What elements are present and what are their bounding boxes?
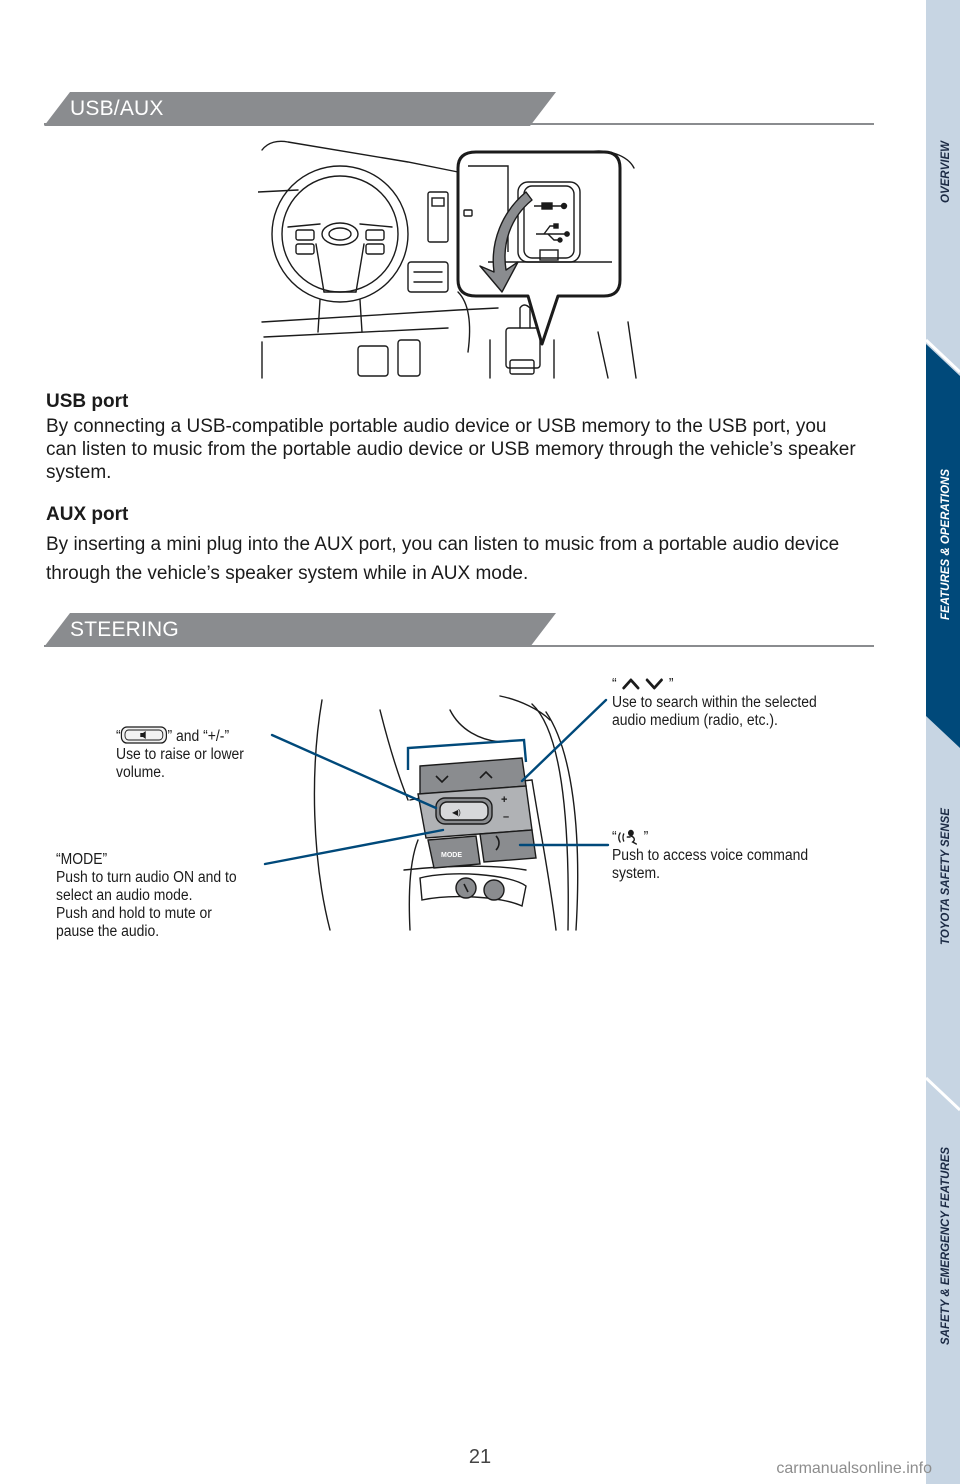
quote-open: “ bbox=[116, 728, 121, 745]
aux-port-heading: AUX port bbox=[46, 504, 129, 525]
usb-port-description: By connecting a USB-compatible portable audio device or USB memory to the USB port, you can listen to music from the portable audio device or USB memory through the vehicle’s speaker system. bbox=[46, 416, 856, 483]
quote-close: ” bbox=[643, 829, 649, 846]
callout-line: audio medium (radio, etc.). bbox=[612, 712, 778, 729]
callout-mode bbox=[56, 851, 237, 941]
sidebar-tab-safety-emergency[interactable]: SAFETY & EMERGENCY FEATURES bbox=[940, 1146, 952, 1345]
aux-port-description: By inserting a mini plug into the AUX port, you can listen to music from a portable audio device through the vehicle’s speaker system while in AUX mode. bbox=[46, 534, 840, 584]
plus-label: + bbox=[501, 794, 508, 806]
callout-line: Use to raise or lower bbox=[116, 746, 244, 763]
watermark: carmanualsonline.info bbox=[776, 1460, 932, 1477]
usb-port-heading: USB port bbox=[46, 391, 129, 412]
callout-title: “MODE” bbox=[56, 851, 108, 868]
quote-open: “ bbox=[612, 829, 617, 846]
section-title: STEERING WHEEL SWITCHES bbox=[70, 618, 183, 709]
mode-label: MODE bbox=[441, 852, 462, 859]
quote-close: ” bbox=[668, 676, 674, 693]
sidebar-tab-features-operations[interactable]: FEATURES & OPERATIONS bbox=[940, 469, 952, 620]
minus-label: – bbox=[503, 811, 510, 823]
svg-text:◀): ◀) bbox=[452, 808, 461, 817]
volume-switch-icon bbox=[121, 726, 168, 744]
voice-command-icon bbox=[617, 828, 644, 846]
section-title: USB/AUX PORT bbox=[70, 97, 164, 154]
callout-voice bbox=[612, 828, 808, 883]
callout-volume bbox=[116, 726, 244, 782]
callout-line: system. bbox=[612, 865, 661, 882]
callout-line: Push to access voice command bbox=[612, 847, 809, 864]
sidebar-tab-toyota-safety-sense[interactable]: TOYOTA SAFETY SENSE bbox=[940, 808, 952, 945]
callout-line: pause the audio. bbox=[56, 923, 160, 940]
quote-open: “ bbox=[612, 676, 617, 693]
page-number: 21 bbox=[468, 1446, 492, 1468]
callout-line: volume. bbox=[116, 764, 165, 781]
callout-line: Use to search within the selected bbox=[612, 694, 817, 711]
callout-line: Push to turn audio ON and to bbox=[56, 869, 237, 886]
callout-line: select an audio mode. bbox=[56, 887, 193, 904]
callout-line: Push and hold to mute or bbox=[56, 905, 212, 922]
sidebar-tab-overview[interactable]: OVERVIEW bbox=[940, 141, 952, 203]
quote-close: ” and “+/-” bbox=[167, 728, 230, 745]
callout-search bbox=[612, 676, 817, 730]
search-up-down-icon bbox=[617, 676, 669, 692]
